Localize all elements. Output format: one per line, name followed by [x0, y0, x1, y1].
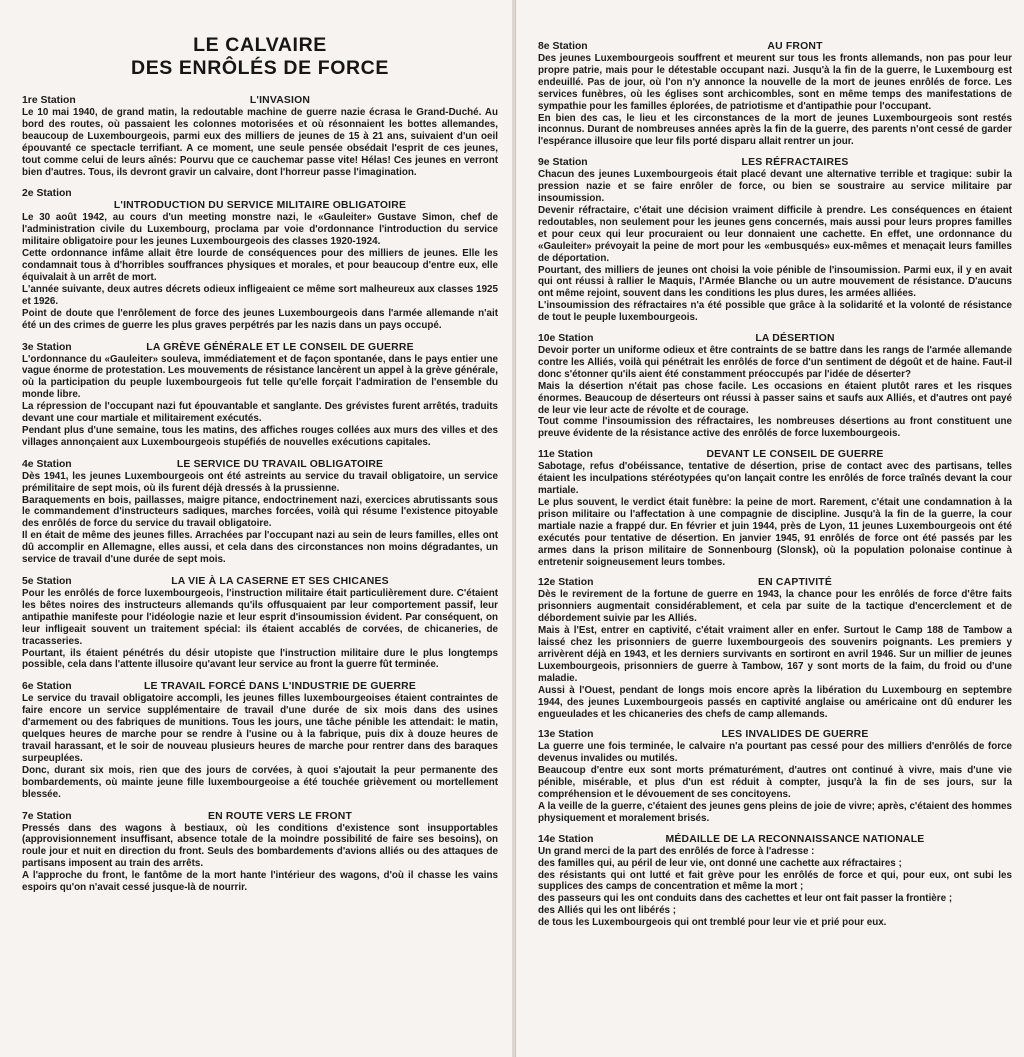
station-heading	[22, 810, 498, 823]
station-heading	[538, 40, 1012, 53]
station-number: 11e Station	[538, 449, 593, 461]
station-heading	[22, 341, 498, 354]
station-paragraph: Beaucoup d'entre eux sont morts prématurément, d'autres ont continué à vivre, mais d'une vie pénible, misérable, et plus d'un est réduit à compter, jusqu'à la fin de ses jours, sur la compréhension et le dévouement de ses concitoyens.	[538, 765, 1012, 801]
station-paragraph: des passeurs qui les ont conduits dans des cachettes et leur ont fait passer la frontière ;	[538, 893, 953, 905]
station-number: 2e Station	[22, 188, 72, 200]
station-title: LES INVALIDES DE GUERRE	[721, 729, 869, 741]
station-paragraph: Sabotage, refus d'obéissance, tentative de désertion, prise de contact avec des partisans, telles étaient les inculpations stéréotypées qu'on lançait contre les enrôlés de force traînés devant la cour martiale.	[538, 461, 1012, 497]
station-title: LES RÉFRACTAIRES	[741, 157, 849, 169]
station-number: 9e Station	[538, 157, 588, 169]
station-title: LE TRAVAIL FORCÉ DANS L'INDUSTRIE DE GUERRE	[143, 681, 416, 693]
station-number: 14e Station	[538, 833, 594, 845]
station-paragraph: Point de doute que l'enrôlement de force des jeunes Luxembourgeois dans l'armée allemande n'ait été un des crimes de guerre les plus graves perpétrés par les nazis dans un pays occupé.	[22, 307, 498, 331]
station-heading	[22, 94, 498, 107]
station-11	[538, 448, 1012, 568]
station-paragraph: La guerre une fois terminée, le calvaire n'a pourtant pas cessé pour des milliers d'enrôlés de force devenus invalides ou mutilés.	[538, 741, 1012, 765]
station-14	[538, 833, 1012, 929]
station-9	[538, 156, 1012, 324]
station-title: EN ROUTE VERS LE FRONT	[207, 810, 353, 822]
station-paragraph: Le plus souvent, le verdict était funèbre: la peine de mort. Rarement, c'était une condamnation à la prison militaire ou l'affectation à une compagnie de discipline. Jusqu'à la fin de la guerre, la cour martiale nazie a frappé dur. En février et juin 1944, près de Lyon, 11 jeunes Luxembourgeois ont été exécutés pour tentative de désertion. En janvier 1945, 91 enrôlés de force ont été passés par les armes dans la prison militaire de Sonnenbourg (Slonsk), où la population polonaise continue à entretenir soigneusement leurs tombes.	[538, 497, 1012, 568]
station-number: 1re Station	[22, 95, 76, 106]
station-paragraph: Cette ordonnance infâme allait être lourde de conséquences pour des milliers de jeunes. Elle les condamnait tous à d'horribles souffrances physiques et morales, et pour beaucoup d'entre eux, elle équivalait à un arrêt de mort.	[22, 248, 498, 283]
station-paragraph: Pourtant, des milliers de jeunes ont choisi la voie pénible de l'insoumission. Parmi eux, il y en avait qui ont réussi à rallier le Maquis, l'Armée Blanche ou un autre mouvement de résistance. D'aucuns ont même rejoint, souvent dans les conditions les plus dures, les armées alliées.	[538, 264, 1012, 300]
station-10	[538, 332, 1012, 440]
document-title	[22, 34, 498, 80]
station-title: MÉDAILLE DE LA RECONNAISSANCE NATIONALE	[665, 833, 925, 845]
station-paragraph: Tout comme l'insoumission des réfractaires, les nombreuses désertions au front constituent une preuve évidente de la résistance active des enrôlés de force luxembourgeois.	[538, 416, 1012, 440]
station-paragraph: Pourtant, ils étaient pénétrés du désir utopiste que l'instruction militaire dure le plus longtemps possible, cela dans l'attente illusoire qu'avant leur service au front la guerre fût terminée.	[22, 647, 498, 671]
station-paragraph: Il en était de même des jeunes filles. Arrachées par l'occupant nazi au sein de leurs familles, elles ont dû accomplir en Allemagne, elles aussi, et cela dans des circonstances non moins dégradantes, un service de travail d'une durée de sept mois.	[22, 530, 498, 566]
station-title: DEVANT LE CONSEIL DE GUERRE	[706, 449, 884, 461]
station-1	[22, 94, 498, 178]
station-paragraph: Dès 1941, les jeunes Luxembourgeois ont été astreints au service du travail obligatoire, un service prémilitaire de sept mois, où ils furent déjà dressés à la prussienne.	[22, 470, 498, 494]
station-title: LA GRÈVE GÉNÉRALE ET LE CONSEIL DE GUERRE	[146, 341, 414, 353]
station-paragraph: Mais la désertion n'était pas chose facile. Les occasions en étaient plutôt rares et les risques énormes. Beaucoup de déserteurs ont réussi à passer sains et saufs aux Alliés, et d'autres ont payé de leur vie leur acte de révolte et de courage.	[538, 380, 1012, 416]
station-6	[22, 680, 498, 800]
station-heading	[538, 728, 1012, 741]
station-7	[22, 810, 498, 894]
station-paragraph: Pour les enrôlés de force luxembourgeois, l'instruction militaire était particulièrement dure. C'étaient les bêtes noires des instructeurs allemands qu'ils offusquaient par leur comportement passif, leur antipathie manifeste pour l'idéologie nazie et leur esprit d'insoumission évident. Par conséquent, on leur infligeait souvent un traitement spécial: ils étaient accablés de corvées, de chicaneries, de tracasseries.	[22, 588, 498, 647]
station-title: L'INVASION	[249, 95, 311, 106]
station-heading	[22, 680, 498, 693]
station-heading	[22, 187, 498, 212]
station-paragraph: Devenir réfractaire, c'était une décision vraiment difficile à prendre. Les conséquences en étaient redoutables, non seulement pour les jeunes gens concernés, mais aussi pour leurs propres familles et pour ceux qui leur procuraient ou leur donnaient une cachette. En effet, une ordonnance du «Gauleiter» prévoyait la peine de mort pour les «embusqués» eux-mêmes et menaçait leurs familles de déportation.	[538, 204, 1012, 264]
station-title: LA VIE À LA CASERNE ET SES CHICANES	[171, 576, 389, 587]
station-number: 3e Station	[22, 341, 72, 353]
station-number: 5e Station	[22, 576, 72, 587]
station-paragraph: L'ordonnance du «Gauleiter» souleva, immédiatement et de façon spontanée, dans le pays entier une vague énorme de protestation. Les mouvements de résistance lancèrent un appel à la grève générale, où la participation du peuple luxembourgeois fut telle qu'elle forçait l'admiration de l'ensemble du monde libre.	[22, 353, 498, 401]
station-3	[22, 341, 498, 449]
station-paragraph: Le 30 août 1942, au cours d'un meeting monstre nazi, le «Gauleiter» Gustave Simon, chef de l'administration civile du Luxembourg, proclama par voie d'ordonnance l'introduction du service militaire obligatoire pour les jeunes Luxembourgeois des classes 1920-1924.	[22, 212, 498, 248]
title-line-1: LE CALVAIRE	[193, 34, 327, 56]
station-paragraph: Pendant plus d'une semaine, tous les matins, des affiches rouges collées aux murs des villes et des villages annonçaient aux Luxembourgeois stupéfiés de nouvelles exécutions capitales.	[22, 424, 498, 448]
station-paragraph: Des jeunes Luxembourgeois souffrent et meurent sur tous les fronts allemands, non pas pour leur propre patrie, mais pour le détestable occupant nazi. Jusqu'à la fin de la guerre, le Luxembourg est endeuillé. Pas de jour, où l'on n'y annonce la nouvelle de la mort de jeunes enrôlés de force. Les services funèbres, où les églises sont archicombles, sont en même temps des manifestations de sympathie pour les familles éplorées, de patriotisme et d'antipathie pour l'occupant.	[538, 53, 1012, 112]
station-title: L'INTRODUCTION DU SERVICE MILITAIRE OBLIGATOIRE	[113, 200, 407, 212]
station-paragraph: Baraquements en bois, paillasses, maigre pitance, endoctrinement nazi, exercices abrutissants sous le commandement d'instructeurs sadiques, marches forcées, voilà qui résume l'existence pitoyable des enrôlés de force du service du travail obligatoire.	[22, 494, 498, 530]
station-paragraph: Donc, durant six mois, rien que des jours de corvées, à quoi s'ajoutait la peur permanente des bombardements, où mainte jeune fille luxembourgeoise a été touchée grièvement ou mortellement blessée.	[22, 764, 498, 800]
station-paragraph: Devoir porter un uniforme odieux et être contraints de se battre dans les rangs de l'armée allemande contre les Alliés, voilà qui pénétrait les enrôlés de force d'un sentiment de dégoût et de haine. Faut-il donc s'étonner qu'ils aient été constamment préoccupés par l'idée de déserter?	[538, 345, 1012, 380]
station-8	[538, 40, 1012, 148]
station-paragraph: Le service du travail obligatoire accompli, les jeunes filles luxembourgeoises étaient contraintes de faire encore un service supplémentaire de travail d'une durée de six mois dans des usines d'armement ou des fabriques de munitions. Tous les jours, une tâche pénible les attendait: le matin, quelques heures de marche pour se rendre à l'usine ou à la fabrique, puis dix à douze heures de travail harassant, et le soir de nouveau plusieurs heures de marche pour rentrer dans des baraques surpeuplées.	[22, 693, 498, 764]
station-number: 13e Station	[538, 729, 594, 741]
station-paragraph: L'année suivante, deux autres décrets odieux infligeaient ce même sort malheureux aux classes 1925 et 1926.	[22, 283, 498, 307]
station-heading	[22, 575, 498, 588]
station-paragraph: L'insoumission des réfractaires n'a été possible que grâce à la solidarité et la volonté de résistance de tout le peuple luxembourgeois.	[538, 300, 1012, 324]
left-column-stations	[22, 94, 498, 894]
station-paragraph: Un grand merci de la part des enrôlés de force à l'adresse :	[538, 845, 815, 857]
station-paragraph: Dès le revirement de la fortune de guerre en 1943, la chance pour les enrôlés de force d'être faits prisonniers augmentait considérablement, et cela par suite de la tactique d'encerclement et de débordement suivie par les Alliés.	[538, 589, 1012, 625]
right-page	[515, 0, 1024, 1057]
station-paragraph: Chacun des jeunes Luxembourgeois était placé devant une alternative terrible et tragique: subir la pression nazie et se faire enrôler de force, ou bien se soustraire au service militaire par insoumission.	[538, 169, 1012, 205]
station-heading	[538, 156, 1012, 169]
station-paragraph: En bien des cas, le lieu et les circonstances de la mort de jeunes Luxembourgeois sont restés inconnus. Durant de nombreuses années après la fin de la guerre, des parents n'ont cessé de garder l'espérance illusoire que leur fils porté disparu allait rentrer un jour.	[538, 112, 1012, 148]
station-paragraph: La répression de l'occupant nazi fut épouvantable et sanglante. Des grévistes furent arrêtés, traduits devant une cour martiale et militairement exécutés.	[22, 401, 498, 425]
station-title: LA DÉSERTION	[755, 333, 835, 345]
station-paragraph: de tous les Luxembourgeois qui ont tremblé pour leur vie et prié pour eux.	[538, 917, 887, 929]
station-paragraph: A l'approche du front, le fantôme de la mort hante l'intérieur des wagons, d'où il chasse les vains espoirs qu'on n'avait cessé jusque-là de nourrir.	[22, 870, 498, 894]
station-paragraph: Mais à l'Est, entrer en captivité, c'était vraiment aller en enfer. Surtout le Camp 188 de Tambow a laissé chez les prisonniers de guerre luxembourgeois des souvenirs poignants. Les premiers y arrivèrent déjà en 1943, et les derniers survivants en sortiront en avril 1946. Sur un millier de jeunes Luxembourgeois, prisonniers de guerre à Tambow, 167 y sont morts de la faim, du froid ou d'une maladie.	[538, 625, 1012, 684]
station-number: 7e Station	[22, 810, 72, 822]
station-title: LE SERVICE DU TRAVAIL OBLIGATOIRE	[176, 458, 384, 470]
station-number: 10e Station	[538, 333, 594, 345]
station-title: EN CAPTIVITÉ	[758, 577, 832, 589]
station-heading	[22, 458, 498, 471]
station-number: 8e Station	[538, 41, 588, 52]
station-heading	[538, 833, 1012, 846]
station-heading	[538, 332, 1012, 345]
station-paragraph: Aussi à l'Ouest, pendant de longs mois encore après la libération du Luxembourg en septembre 1944, des jeunes Luxembourgeois passés en captivité anglaise ou américaine ont dû endurer les engueulades et les chicaneries des chefs de camp allemands.	[538, 684, 1012, 720]
station-number: 12e Station	[538, 577, 594, 589]
station-paragraph: Le 10 mai 1940, de grand matin, la redoutable machine de guerre nazie écrasa le Grand-Duché. Au bord des routes, où passaient les colonnes motorisées et où résonnaient les bottes allemandes, beaucoup de Luxembourgeois, parmi eux des milliers de jeunes de 15 à 21 ans, suivaient d'un oeil épouvanté ce spectacle terrifiant. A ce moment, une seule pensée obsédait l'esprit de ces jeunes, tout comme celui de leurs aînés: Pourvu que ce cauchemar passe vite! Hélas! Ces jeunes en verront bien d'autres. Tous, ils devront gravir un calvaire, dont l'horreur passe l'imagination.	[22, 107, 498, 178]
title-line-2: DES ENRÔLÉS DE FORCE	[131, 57, 389, 79]
right-column-stations	[538, 40, 1012, 929]
station-paragraph: des familles qui, au péril de leur vie, ont donné une cachette aux réfractaires ;	[538, 857, 902, 869]
station-13	[538, 728, 1012, 824]
station-paragraph: des résistants qui ont lutté et fait grève pour les enrôlés de force et qui, pour eux, ont subi les supplices des camps de concentration et même la mort ;	[538, 869, 1012, 893]
station-heading	[538, 576, 1012, 589]
station-paragraph: des Alliés qui les ont libérés ;	[538, 905, 677, 917]
station-title: AU FRONT	[767, 41, 823, 52]
station-4	[22, 458, 498, 566]
station-heading	[538, 448, 1012, 461]
station-paragraph: Pressés dans des wagons à bestiaux, où les conditions d'existence sont insupportables (approvisionnement insuffisant, absence totale de la moindre possibilité de faire ses besoins), on roule jour et nuit en direction du front. Seuls des bombardements d'avions alliés ou des attaques de partisans imposent au train des arrêts.	[22, 822, 498, 870]
station-paragraph: A la veille de la guerre, c'étaient des jeunes gens pleins de joie de vivre; après, c'étaient des hommes physiquement et moralement brisés.	[538, 800, 1012, 824]
station-5	[22, 575, 498, 671]
station-number: 4e Station	[22, 458, 72, 470]
station-number: 6e Station	[22, 681, 72, 693]
station-2	[22, 187, 498, 331]
station-12	[538, 576, 1012, 720]
